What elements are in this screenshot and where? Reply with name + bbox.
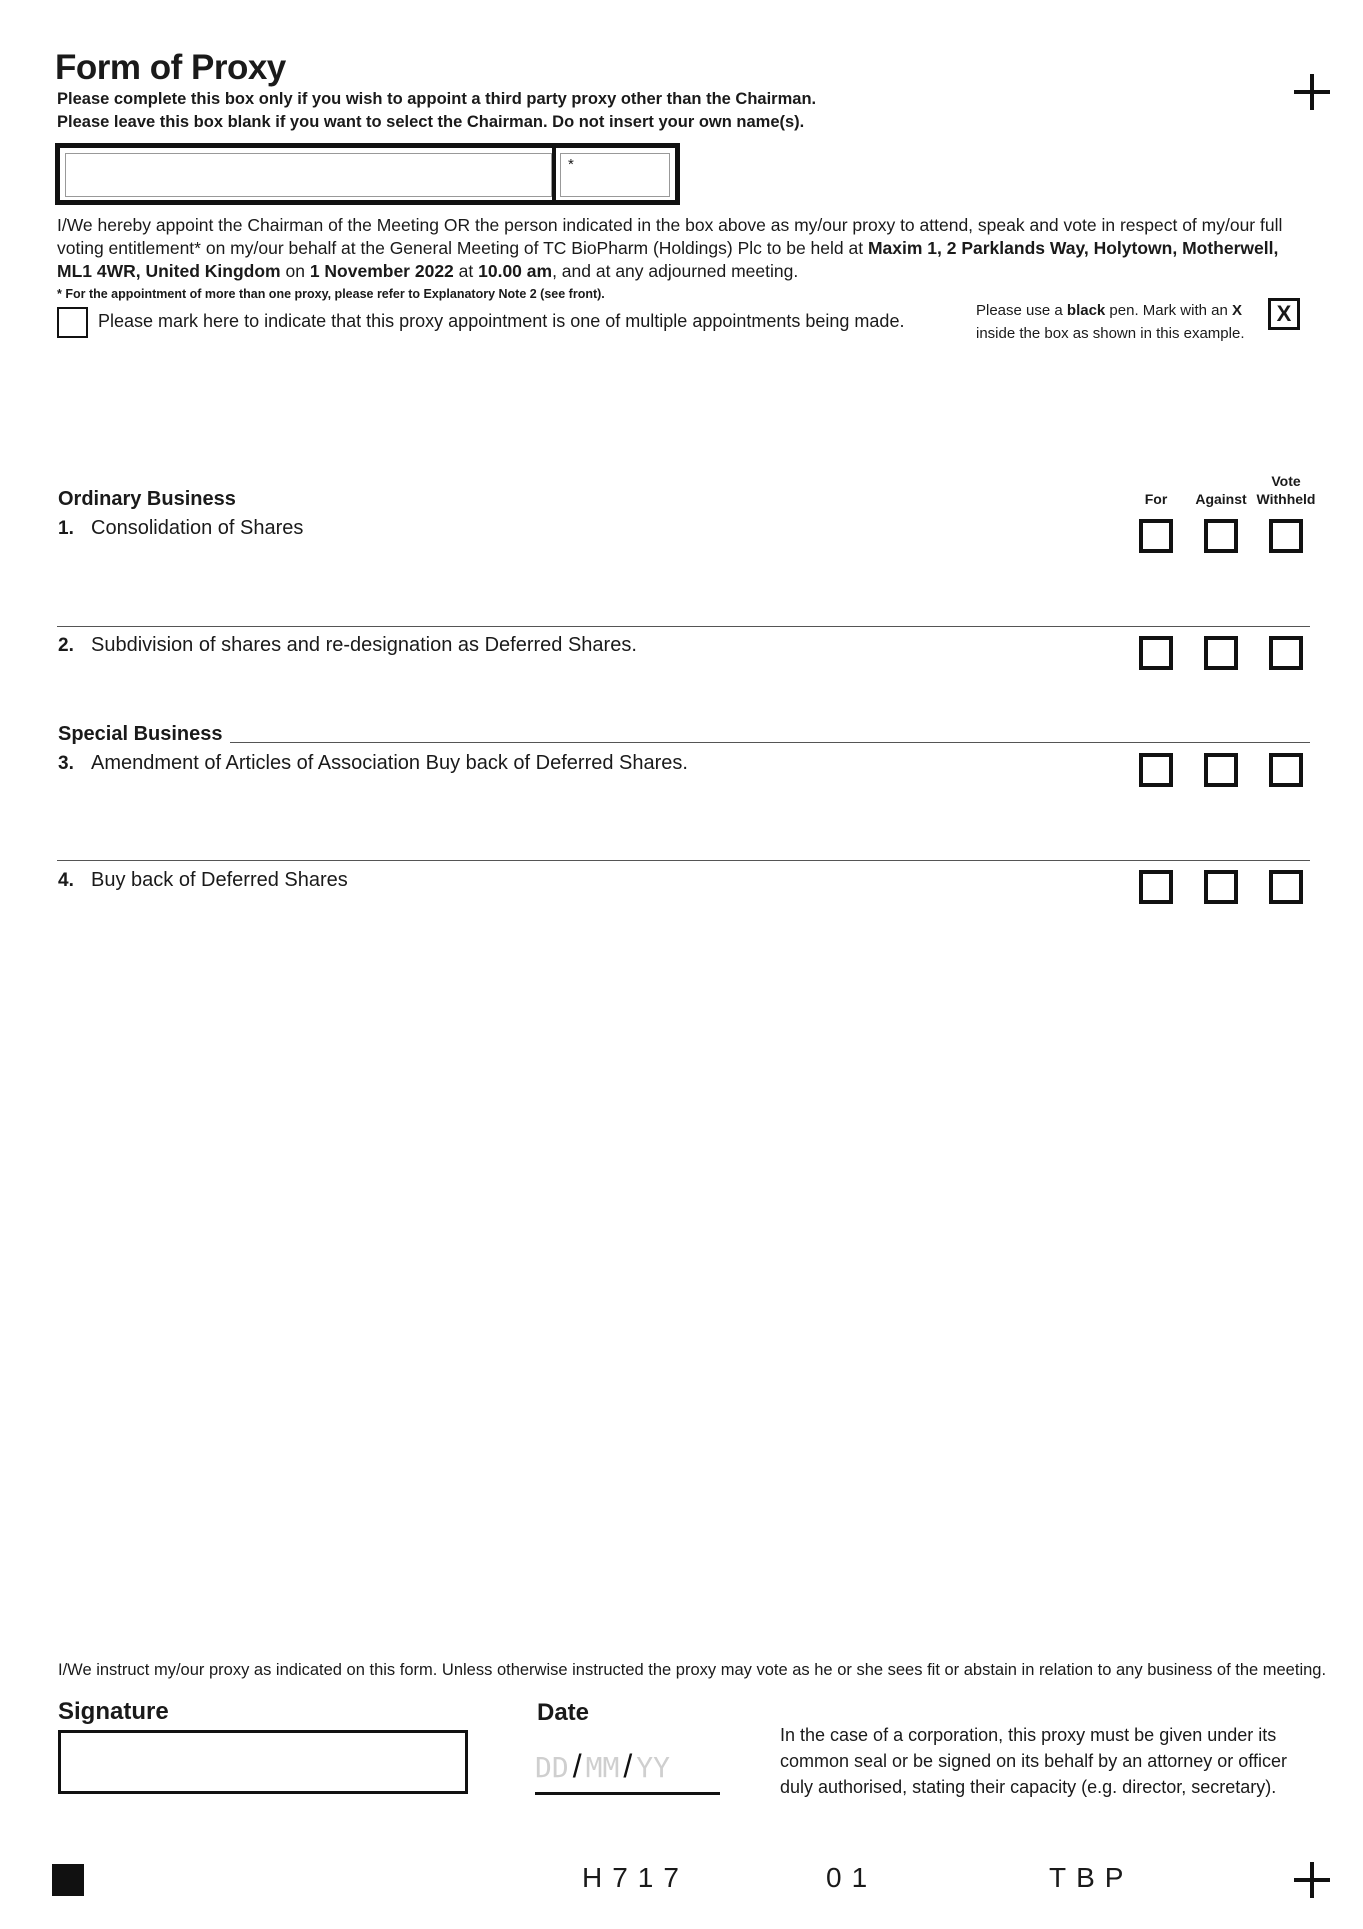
proxy-number-field[interactable] xyxy=(560,153,670,197)
divider-line xyxy=(230,742,1310,743)
appointment-text-part3: at xyxy=(453,261,479,281)
resolution-number: 2. xyxy=(58,635,74,656)
resolution-3-withheld-box[interactable] xyxy=(1269,753,1303,787)
resolution-3-against-box[interactable] xyxy=(1204,753,1238,787)
multiple-appointments-checkbox[interactable] xyxy=(57,307,88,338)
resolution-3-for-box[interactable] xyxy=(1139,753,1173,787)
signature-field[interactable] xyxy=(58,1730,468,1794)
date-year-placeholder: YY xyxy=(636,1751,670,1784)
divider-line xyxy=(57,860,1310,861)
footer-code-1: H717 xyxy=(582,1862,689,1893)
proxy-instruction-text: I/We instruct my/our proxy as indicated on this form. Unless otherwise instructed the proxy may vote as he or she sees fit or abstain in relation to any business of the meeting. xyxy=(58,1661,1327,1679)
resolution-2-against-box[interactable] xyxy=(1204,636,1238,670)
column-header-against: Against xyxy=(1195,491,1247,507)
column-header-withheld-top: Vote xyxy=(1271,473,1301,489)
resolution-1-withheld-box[interactable] xyxy=(1269,519,1303,553)
meeting-venue: Maxim 1, 2 Parklands Way, Holytown, Motherwell, ML1 4WR, United Kingdom xyxy=(57,238,1279,281)
date-field[interactable] xyxy=(535,1748,720,1795)
registration-mark-bottom-right xyxy=(1294,1862,1330,1898)
resolution-text: Consolidation of Shares xyxy=(91,517,304,539)
appointment-text xyxy=(57,214,1302,283)
proxy-box-divider xyxy=(552,148,556,200)
proxy-appointment-box xyxy=(55,143,680,205)
signature-label: Signature xyxy=(58,1698,169,1725)
resolution-number: 4. xyxy=(58,870,74,891)
date-day-placeholder: DD xyxy=(535,1751,569,1784)
registration-square xyxy=(52,1864,84,1896)
resolution-2-for-box[interactable] xyxy=(1139,636,1173,670)
section-special-business: Special Business xyxy=(58,723,223,745)
appointment-text-part2: on xyxy=(280,261,310,281)
date-separator: / xyxy=(572,1748,582,1784)
column-header-withheld xyxy=(1251,472,1321,508)
instruction-line-2: Please leave this box blank if you want to select the Chairman. Do not insert your own name(s). xyxy=(57,113,805,131)
page-title: Form of Proxy xyxy=(55,48,286,87)
date-label: Date xyxy=(537,1699,590,1726)
proxy-number-marker: * xyxy=(568,156,574,173)
resolution-1-for-box[interactable] xyxy=(1139,519,1173,553)
pen-note-x: X xyxy=(1232,302,1243,319)
resolution-text: Subdivision of shares and re-designation as Deferred Shares. xyxy=(91,634,637,656)
footer-code-3: TBP xyxy=(1049,1862,1134,1893)
pen-instruction xyxy=(976,299,1266,345)
pen-note-pre: Please use a xyxy=(976,302,1067,319)
multiple-appointments-label: Please mark here to indicate that this proxy appointment is one of multiple appointments being made. xyxy=(98,311,905,331)
resolution-text: Amendment of Articles of Association Buy back of Deferred Shares. xyxy=(91,752,688,774)
resolution-4-withheld-box[interactable] xyxy=(1269,870,1303,904)
date-separator: / xyxy=(623,1748,633,1784)
resolution-4-against-box[interactable] xyxy=(1204,870,1238,904)
meeting-date: 1 November 2022 xyxy=(309,261,454,281)
resolution-4-for-box[interactable] xyxy=(1139,870,1173,904)
column-header-withheld-bottom: Withheld xyxy=(1256,491,1316,507)
column-header-for: For xyxy=(1144,491,1168,507)
footer-code-2: 01 xyxy=(826,1862,878,1893)
resolution-1-against-box[interactable] xyxy=(1204,519,1238,553)
divider-line xyxy=(57,626,1310,627)
resolution-number: 3. xyxy=(58,753,74,774)
example-marked-box: X xyxy=(1268,298,1300,330)
section-ordinary-business: Ordinary Business xyxy=(58,488,236,510)
pen-note-mid: pen. Mark with an xyxy=(1105,302,1232,319)
resolution-text: Buy back of Deferred Shares xyxy=(91,869,348,891)
date-month-placeholder: MM xyxy=(585,1751,620,1784)
resolution-2-withheld-box[interactable] xyxy=(1269,636,1303,670)
registration-mark-top-right xyxy=(1294,74,1330,110)
corporation-note: In the case of a corporation, this proxy must be given under its common seal or be signed on its behalf by an attorney or officer duly authorised, stating their capacity (e.g. director, secretary). xyxy=(780,1725,1287,1797)
instruction-line-1: Please complete this box only if you wish to appoint a third party proxy other than the Chairman. xyxy=(57,90,817,108)
proxy-name-field[interactable] xyxy=(65,153,552,197)
appointment-text-part4: , and at any adjourned meeting. xyxy=(552,261,799,281)
meeting-time: 10.00 am xyxy=(478,261,553,281)
appointment-text-part1: I/We hereby appoint the Chairman of the Meeting OR the person indicated in the box above as my/our proxy to attend, speak and vote in respect of my/our full voting entitlement* on my/our behalf at the General Meeting of TC BioPharm (Holdings) Plc to be held at xyxy=(57,215,1283,258)
resolution-number: 1. xyxy=(58,518,74,539)
multiple-proxy-footnote: * For the appointment of more than one proxy, please refer to Explanatory Note 2 (see front). xyxy=(57,287,605,301)
pen-note-post: inside the box as shown in this example. xyxy=(976,325,1245,342)
pen-note-black: black xyxy=(1066,302,1106,319)
